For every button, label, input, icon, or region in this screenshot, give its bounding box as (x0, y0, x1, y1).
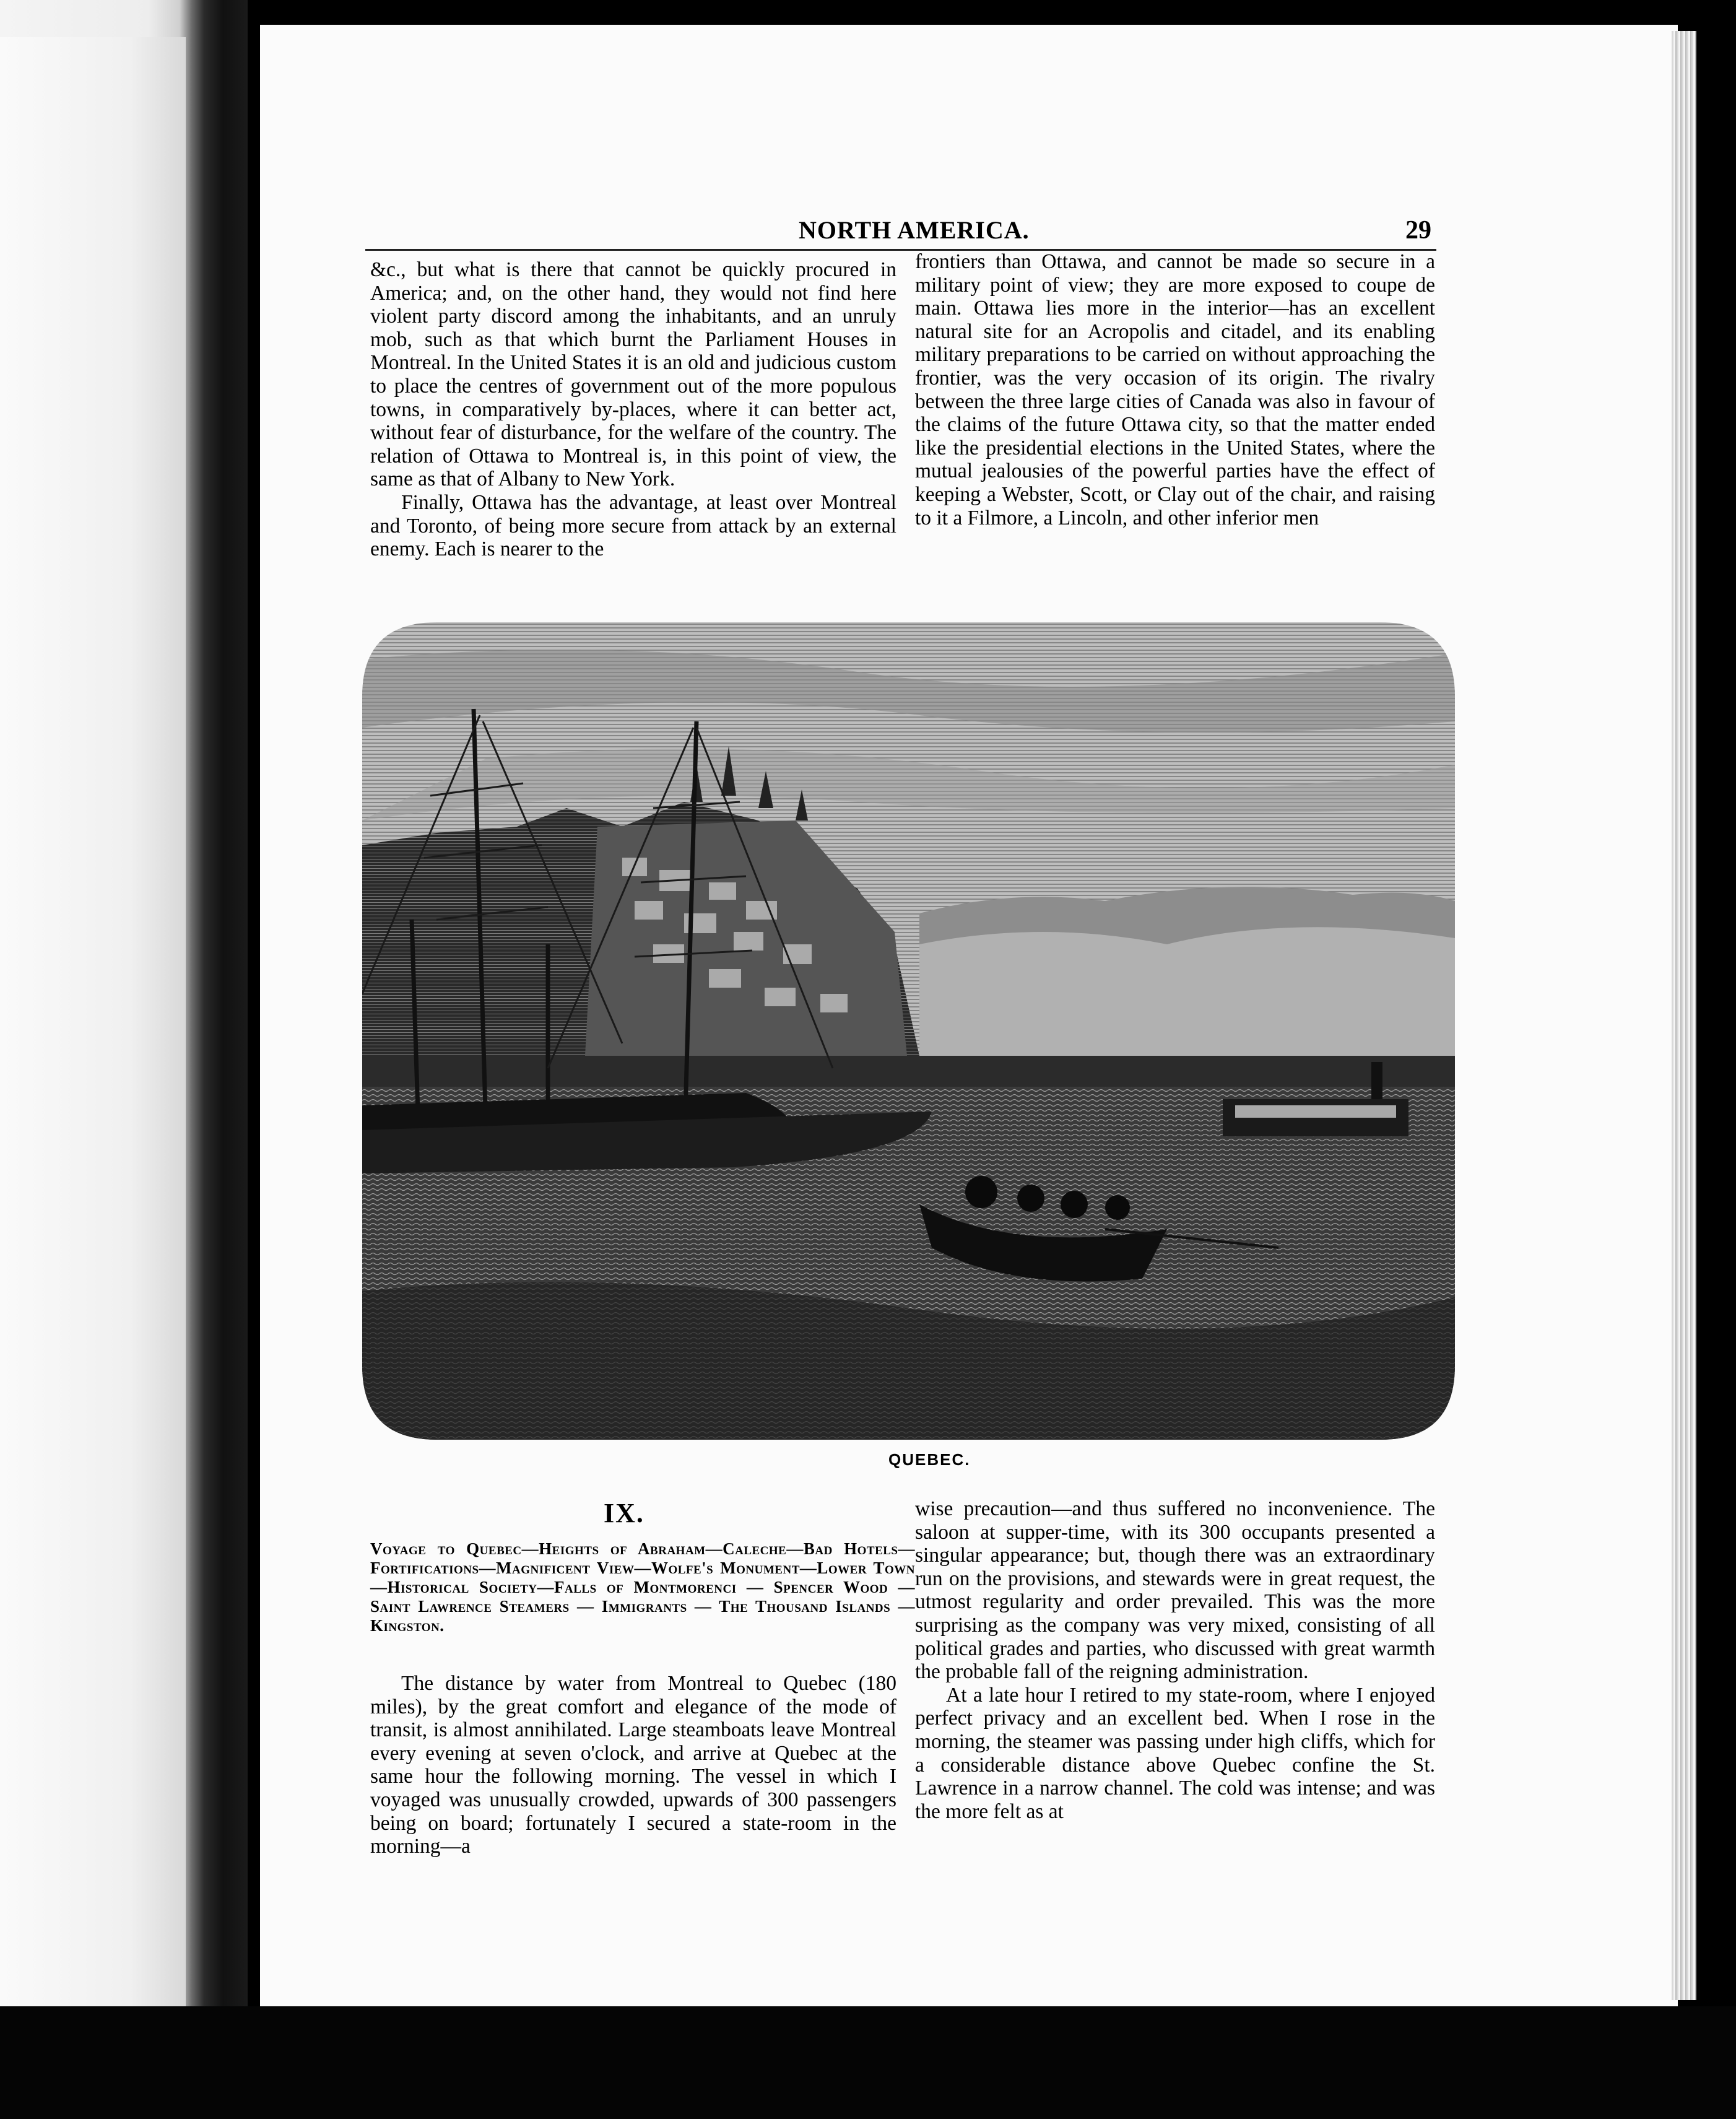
quebec-engraving (362, 622, 1455, 1440)
paragraph: The distance by water from Montreal to Quebec (180 miles), by the great comfort and elegance of the mode of transit, is almost annihilated. Large steamboats leave Montreal every evening at seven o'clock, and arrive at Quebec at the same hour the following morning. The vessel in which I voyaged was unusually crowded, upwards of 300 passengers being on board; fortunately I secured a state-room in the morning—a (370, 1672, 896, 1858)
page-stack-edge (1672, 31, 1696, 2000)
paragraph: wise precaution—and thus suffered no inconvenience. The saloon at supper-time, with its 300 occupants presented a singular appearance; but, though there was an extraordinary run on the provisions, and stewards were in great request, the utmost regularity and order prevailed. This was the more surprising as the company was very mixed, consisting of all political grades and parties, who discussed with great warmth the probable fall of the reigning administration. (915, 1497, 1435, 1684)
paragraph: frontiers than Ottawa, and cannot be made so secure in a military point of view; they are more exposed to coupe de main. Ottawa lies more in the interior—has an excellent natural site for an Acropolis and citadel, and its enabling military preparations to be carried on without approaching the frontier, was the very occasion of its origin. The rivalry between the three large cities of Canada was also in favour of the claims of the future Ottawa city, so that the matter ended like the presidential elections in the United States, where the mutual jealousies of the powerful parties have the effect of keeping a Webster, Scott, or Clay out of the chair, and raising to it a Filmore, a Lincoln, and other inferior men (915, 250, 1435, 529)
column-bottom-right (915, 1497, 1435, 1823)
column-bottom-left (370, 1672, 896, 1858)
column-top-right (915, 250, 1435, 529)
page-number: 29 (1405, 216, 1431, 245)
chapter-number: IX. (604, 1498, 644, 1528)
figure-caption: QUEBEC. (888, 1450, 971, 1469)
paragraph: &c., but what is there that cannot be quickly procured in America; and, on the other hand, they would not find here violent party discord among the inhabitants, and an unruly mob, such as that which burnt the Parliament Houses in Montreal. In the United States it is an old and judicious custom to place the centres of government out of the more populous towns, in comparatively by-places, where it can better act, without fear of disturbance, for the welfare of the country. The relation of Ottawa to Montreal is, in this point of view, the same as that of Albany to New York. (370, 258, 896, 491)
paragraph: Finally, Ottawa has the advantage, at least over Montreal and Toronto, of being more secure from attack by an external enemy. Each is nearer to the (370, 490, 896, 561)
column-top-left (370, 258, 896, 561)
scan-background (0, 2006, 1736, 2119)
chapter-synopsis: Voyage to Quebec—Heights of Abraham—Caleche—Bad Hotels—Fortifications—Magnificent View—Wolfe's Monument—Lower Town—Historical Society—Falls of Montmorenci — Spencer Wood — Saint Lawrence Steamers — Immigrants — The Thousand Islands — Kingston. (370, 1539, 915, 1635)
running-head: NORTH AMERICA. (799, 216, 1030, 244)
facing-page-edge (0, 37, 186, 2019)
paragraph: At a late hour I retired to my state-room, where I enjoyed perfect privacy and an excellent bed. When I rose in the morning, the steamer was passing under high cliffs, which for a considerable distance above Quebec confine the St. Lawrence in a narrow channel. The cold was intense; and was the more felt as at (915, 1683, 1435, 1823)
